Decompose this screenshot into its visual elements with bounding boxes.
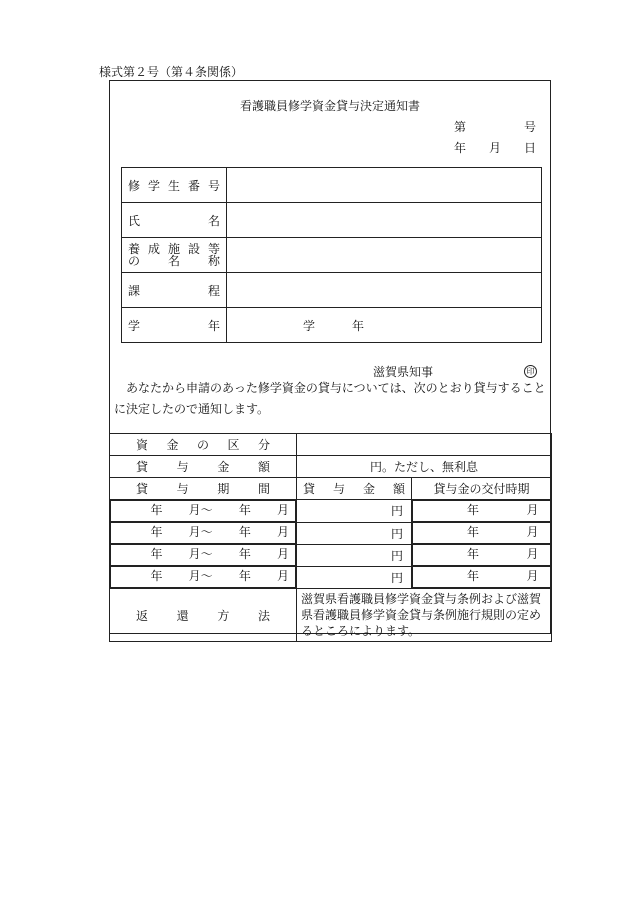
label-char: 金 — [217, 460, 230, 474]
date-month: 月 — [489, 141, 502, 155]
table-row — [122, 168, 542, 203]
label-char: 資 — [136, 438, 149, 452]
period-month-to: 月 — [276, 547, 289, 561]
label-char: の — [128, 254, 141, 268]
amount-cell[interactable]: 円 — [297, 522, 412, 544]
loan-amount-value[interactable]: 円。ただし、無利息 — [297, 456, 552, 478]
label-char: 返 — [136, 608, 149, 623]
loan-period-header — [110, 478, 297, 500]
label-char: 分 — [257, 438, 270, 452]
course-label — [122, 273, 227, 308]
loan-table — [109, 433, 552, 642]
label-char: の — [196, 438, 209, 452]
period-month-to: 月 — [276, 569, 289, 583]
label-char: 間 — [257, 482, 270, 496]
course-field[interactable] — [227, 273, 542, 308]
label-char: 方 — [217, 608, 230, 623]
period-month-from: 月～ — [188, 547, 213, 561]
period-year: 年 — [150, 569, 163, 583]
period-year-to: 年 — [238, 569, 251, 583]
seal-mark — [524, 363, 537, 378]
facility-label — [122, 238, 227, 273]
delivery-month: 月 — [526, 503, 539, 517]
label-char: 程 — [207, 283, 220, 298]
label-char: 番 — [187, 178, 200, 193]
label-char: 期 — [217, 482, 230, 496]
delivery-cell[interactable] — [412, 500, 552, 522]
period-year: 年 — [150, 503, 163, 517]
label-char: 称 — [207, 254, 220, 268]
student-info-table — [121, 167, 542, 343]
governor-name: 滋賀県知事 — [373, 365, 434, 379]
table-row — [110, 544, 552, 566]
delivery-year: 年 — [467, 547, 480, 561]
student-number-label — [122, 168, 227, 203]
label-char: 養 — [128, 242, 141, 256]
delivery-cell[interactable] — [412, 522, 552, 544]
label-char: 与 — [176, 482, 189, 496]
loan-period-cell[interactable] — [110, 566, 297, 588]
seal-icon: 印 — [524, 365, 537, 378]
table-row — [110, 456, 552, 478]
table-row — [122, 238, 542, 273]
table-row — [122, 308, 542, 343]
period-year: 年 — [150, 525, 163, 539]
label-char: 貸 — [303, 482, 316, 496]
label-char: 修 — [128, 178, 141, 193]
table-row — [110, 566, 552, 589]
label-char: 学 — [147, 178, 160, 193]
table-row — [122, 203, 542, 238]
repayment-label — [110, 589, 297, 642]
delivery-cell[interactable] — [412, 566, 552, 588]
grade-gaku: 学 — [303, 318, 316, 333]
notice-body: あなたから申請のあった修学資金の貸与については、次のとおり貸与することに決定したので通知します。 — [114, 381, 546, 416]
table-row — [110, 522, 552, 544]
period-year: 年 — [150, 547, 163, 561]
loan-amount-header — [297, 478, 412, 500]
delivery-cell[interactable] — [412, 544, 552, 566]
amount-cell[interactable]: 円 — [297, 500, 412, 523]
label-char: 貸 — [136, 460, 149, 474]
label-char: 貸 — [136, 482, 149, 496]
loan-period-cell[interactable] — [110, 522, 297, 544]
table-row — [110, 434, 552, 456]
loan-amount-label — [110, 456, 297, 478]
delivery-year: 年 — [467, 503, 480, 517]
fund-category-label — [110, 434, 297, 456]
amount-cell[interactable]: 円 — [297, 566, 412, 589]
grade-field[interactable] — [227, 308, 542, 343]
delivery-time-header: 貸与金の交付時期 — [412, 478, 552, 500]
label-char: 等 — [207, 242, 220, 256]
student-number-field[interactable] — [227, 168, 542, 203]
period-month-from: 月～ — [188, 503, 213, 517]
number-dai: 第 — [454, 120, 467, 134]
label-char: 与 — [332, 482, 345, 496]
delivery-month: 月 — [526, 525, 539, 539]
period-month-from: 月～ — [188, 569, 213, 583]
label-char: 金 — [362, 482, 375, 496]
period-year-to: 年 — [238, 547, 251, 561]
label-char: 与 — [176, 460, 189, 474]
document-title: 看護職員修学資金貸与決定通知書 — [239, 99, 420, 113]
period-year-to: 年 — [238, 503, 251, 517]
period-month-from: 月～ — [188, 525, 213, 539]
delivery-year: 年 — [467, 525, 480, 539]
grade-label — [122, 308, 227, 343]
facility-field[interactable] — [227, 238, 542, 273]
number-go: 号 — [524, 120, 537, 134]
label-char: 設 — [187, 242, 200, 256]
period-year-to: 年 — [238, 525, 251, 539]
label-char: 課 — [128, 283, 141, 298]
label-char: 学 — [128, 318, 141, 333]
delivery-year: 年 — [467, 569, 480, 583]
label-char: 額 — [257, 460, 270, 474]
period-month-to: 月 — [276, 525, 289, 539]
label-char: 区 — [227, 438, 240, 452]
form-id: 様式第２号（第４条関係） — [99, 65, 244, 79]
label-char: 生 — [167, 178, 180, 193]
notice-frame — [109, 80, 551, 638]
delivery-month: 月 — [526, 547, 539, 561]
label-char: 名 — [167, 254, 180, 268]
table-row — [122, 273, 542, 308]
label-char: 成 — [147, 242, 160, 256]
table-row — [110, 478, 552, 500]
label-char: 還 — [176, 608, 189, 623]
label-char: 金 — [166, 438, 179, 452]
date-year: 年 — [454, 141, 467, 155]
amount-cell[interactable]: 円 — [297, 544, 412, 566]
label-char: 年 — [207, 318, 220, 333]
grade-nen: 年 — [352, 318, 365, 333]
label-char: 氏 — [128, 213, 141, 228]
table-row — [110, 589, 552, 642]
delivery-month: 月 — [526, 569, 539, 583]
name-label — [122, 203, 227, 238]
label-char: 名 — [207, 213, 220, 228]
label-char: 号 — [207, 178, 220, 193]
label-char: 施 — [167, 242, 180, 256]
label-char: 法 — [257, 608, 270, 623]
loan-period-cell[interactable] — [110, 544, 297, 566]
table-row — [110, 500, 552, 523]
period-month-to: 月 — [276, 503, 289, 517]
repayment-text: 滋賀県看護職員修学資金貸与条例および滋賀県看護職員修学資金貸与条例施行規則の定めるところによります。 — [297, 589, 552, 642]
label-char: 額 — [392, 482, 405, 496]
date-day: 日 — [524, 141, 537, 155]
name-field[interactable] — [227, 203, 542, 238]
fund-category-field[interactable] — [297, 434, 552, 456]
loan-period-cell[interactable] — [110, 500, 297, 522]
